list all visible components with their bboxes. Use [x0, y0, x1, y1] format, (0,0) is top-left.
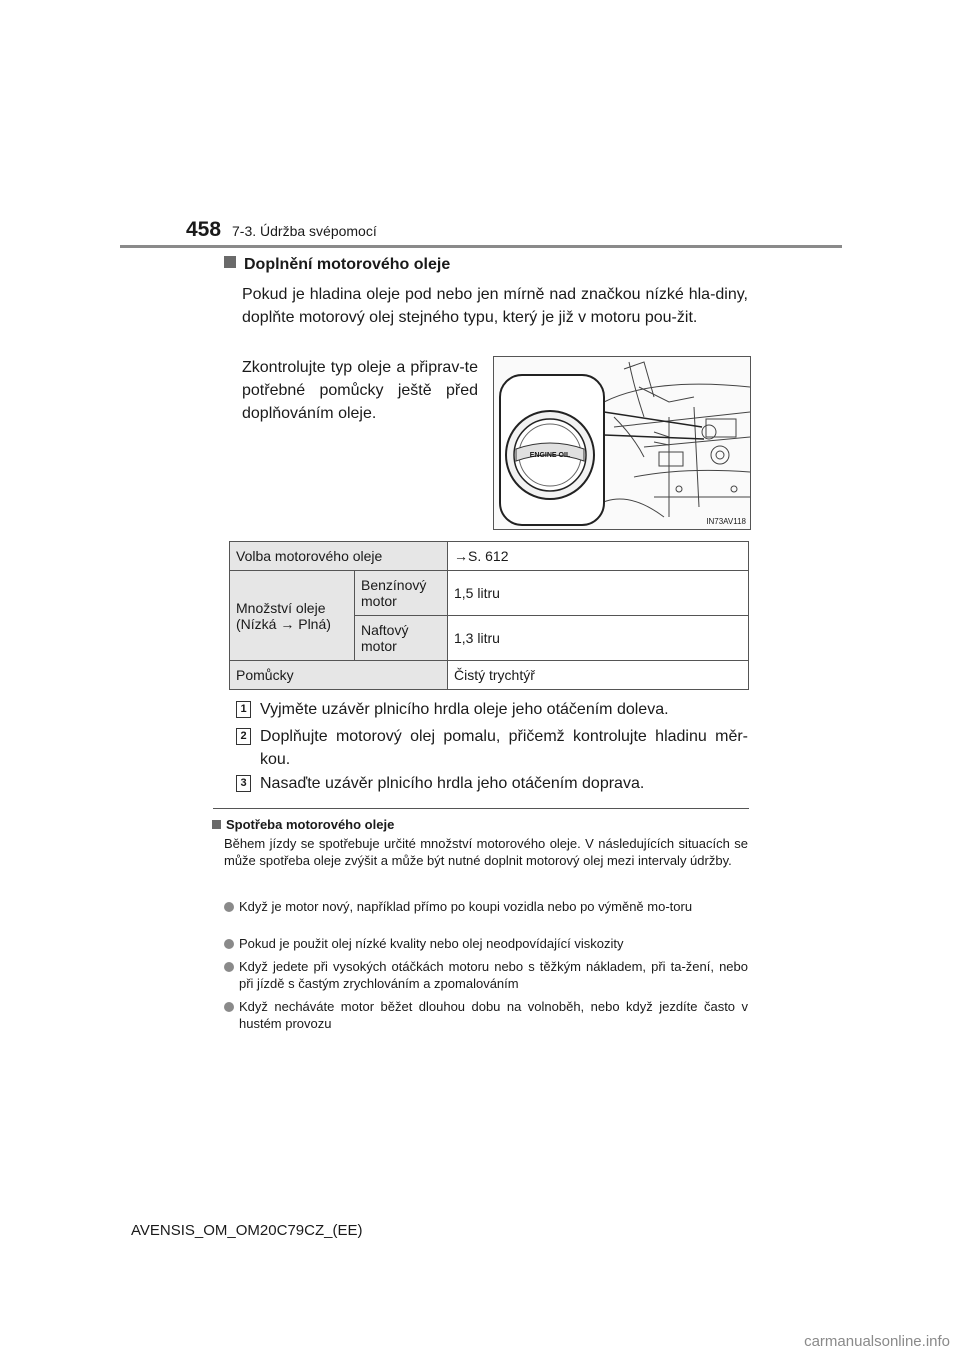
step-text: Nasaďte uzávěr plnicího hrdla jeho otáčením doprava.	[260, 775, 645, 792]
diesel-label-line1: Naftový	[361, 622, 409, 638]
quantity-label-line2: (Nízká → Plná)	[236, 615, 331, 632]
diesel-label-line2: motor	[361, 638, 397, 654]
bullet-text: Když necháváte motor běžet dlouhou dobu na volnoběh, nebo když jezdíte často v hustém provozu	[239, 999, 748, 1031]
tools-label-cell: Pomůcky	[230, 661, 448, 690]
figure-code: IN73AV118	[706, 517, 746, 526]
bullet-dot-icon	[224, 939, 234, 949]
tools-value-cell: Čistý trychtýř	[448, 661, 749, 690]
petrol-value-cell: 1,5 litru	[448, 571, 749, 616]
page-number: 458	[186, 218, 222, 241]
oil-spec-table	[229, 541, 749, 690]
engine-bay-illustration	[494, 357, 750, 529]
diesel-label-cell	[355, 616, 448, 661]
bullet-text: Když jedete při vysokých otáčkách motoru nebo s těžkým nákladem, při ta-žení, nebo při jízdě s častým zrychlováním a zpomalováním	[239, 959, 748, 991]
bullet-dot-icon	[224, 1002, 234, 1012]
note-heading-text: Spotřeba motorového oleje	[226, 817, 395, 832]
list-item	[224, 935, 748, 952]
step-number: 3	[236, 775, 251, 792]
main-heading-text: Doplnění motorového oleje	[244, 256, 451, 273]
step-text: Vyjměte uzávěr plnicího hrdla oleje jeho otáčením doleva.	[260, 701, 669, 718]
table-row	[230, 661, 749, 690]
intro-paragraph: Pokud je hladina oleje pod nebo jen mírně nad značkou nízké hla-diny, doplňte motorový olej stejného typu, který je již v motoru pou-žit.	[242, 286, 748, 326]
header-rule	[120, 245, 842, 248]
step-text: Doplňujte motorový olej pomalu, přičemž kontrolujte hladinu měr-kou.	[260, 728, 748, 768]
check-paragraph: Zkontrolujte typ oleje a připrav-te potřebné pomůcky ještě před doplňováním oleje.	[242, 359, 478, 422]
table-row	[230, 542, 749, 571]
step-3	[236, 772, 748, 795]
table-row	[230, 571, 749, 616]
note-divider	[213, 808, 749, 809]
section-title: 7-3. Údržba svépomocí	[232, 223, 377, 239]
bullet-text: Když je motor nový, například přímo po koupi vozidla nebo po výměně mo-toru	[239, 899, 693, 914]
table-cell-label: Volba motorového oleje	[230, 542, 448, 571]
bullet-text: Pokud je použit olej nízké kvality nebo olej neodpovídající viskozity	[239, 936, 624, 951]
step-number: 1	[236, 701, 251, 718]
list-item	[224, 998, 748, 1032]
step-number: 2	[236, 728, 251, 745]
note-paragraph: Během jízdy se spotřebuje určité množství motorového oleje. V následujících situacích se může spotřeba oleje zvýšit a může být nutné doplnit motorový olej mezi intervaly údržby.	[224, 836, 748, 868]
petrol-label-line2: motor	[361, 593, 397, 609]
watermark: carmanualsonline.info	[804, 1333, 950, 1350]
document-code: AVENSIS_OM_OM20C79CZ_(EE)	[131, 1222, 363, 1239]
quantity-label-cell	[230, 571, 355, 661]
cap-label: ENGINE OIL	[529, 452, 571, 459]
main-heading	[224, 256, 450, 274]
petrol-label-cell	[355, 571, 448, 616]
step-1	[236, 698, 748, 721]
engine-oil-cap-figure	[493, 356, 751, 530]
quantity-label-line1: Množství oleje	[236, 599, 326, 616]
diesel-value-cell: 1,3 litru	[448, 616, 749, 661]
list-item	[224, 958, 748, 992]
note-heading	[212, 817, 394, 832]
petrol-label-line1: Benzínový	[361, 577, 427, 593]
note-square-icon	[212, 820, 221, 829]
bullet-dot-icon	[224, 962, 234, 972]
table-cell-value: →S. 612	[448, 542, 749, 571]
bullet-dot-icon	[224, 902, 234, 912]
list-item	[224, 898, 748, 915]
step-2	[236, 725, 748, 771]
heading-square-icon	[224, 256, 236, 268]
